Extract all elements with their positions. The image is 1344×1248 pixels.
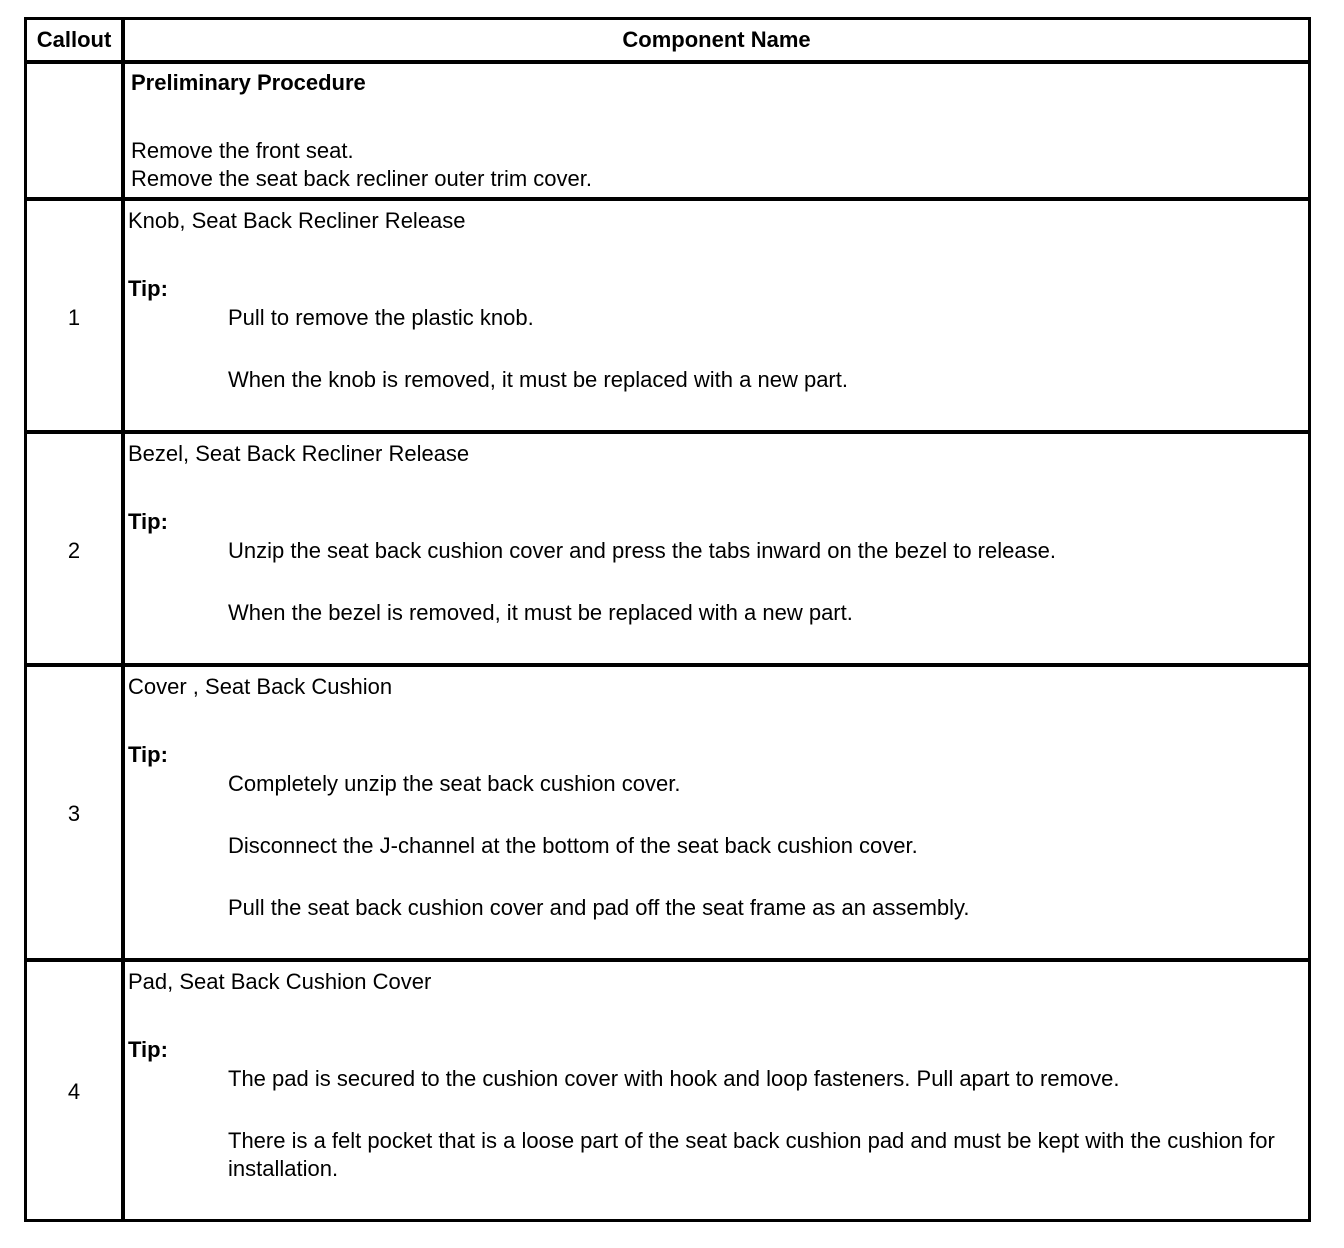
preliminary-title: Preliminary Procedure [131,70,366,95]
tip-text: When the knob is removed, it must be replaced with a new part. [228,367,848,392]
tip-text: Unzip the seat back cushion cover and press the tabs inward on the bezel to release. [228,538,1056,563]
component-name: Bezel, Seat Back Recliner Release [128,441,470,466]
tip-text: When the bezel is removed, it must be replaced with a new part. [228,600,853,625]
header-callout: Callout [36,27,112,52]
row-divider [27,60,1308,64]
tip-label: Tip: [128,1037,168,1062]
component-table [24,17,1311,1222]
component-name: Knob, Seat Back Recliner Release [128,208,466,233]
component-name: Cover , Seat Back Cushion [128,674,393,699]
tip-text: There is a felt pocket that is a loose part of the seat back cushion pad and must be kept with the cushion for installation. [228,1128,1275,1181]
row-divider [27,197,1308,201]
callout-number: 3 [67,801,81,826]
tip-text: Disconnect the J-channel at the bottom of the seat back cushion cover. [228,833,918,858]
callout-number: 4 [67,1079,81,1104]
component-name: Pad, Seat Back Cushion Cover [128,969,432,994]
tip-text: Pull the seat back cushion cover and pad off the seat frame as an assembly. [228,895,970,920]
tip-label: Tip: [128,276,168,301]
preliminary-step: Remove the front seat. [131,138,354,163]
row-divider [27,430,1308,434]
row-divider [27,663,1308,667]
callout-number: 1 [67,305,81,330]
header-component-name: Component Name [622,27,811,52]
row-divider [27,958,1308,962]
tip-label: Tip: [128,509,168,534]
tip-text: Completely unzip the seat back cushion cover. [228,771,681,796]
tip-text: Pull to remove the plastic knob. [228,305,534,330]
preliminary-step: Remove the seat back recliner outer trim cover. [131,166,592,191]
tip-label: Tip: [128,742,168,767]
tip-text: The pad is secured to the cushion cover with hook and loop fasteners. Pull apart to remove. [228,1066,1120,1091]
callout-number: 2 [67,538,81,563]
